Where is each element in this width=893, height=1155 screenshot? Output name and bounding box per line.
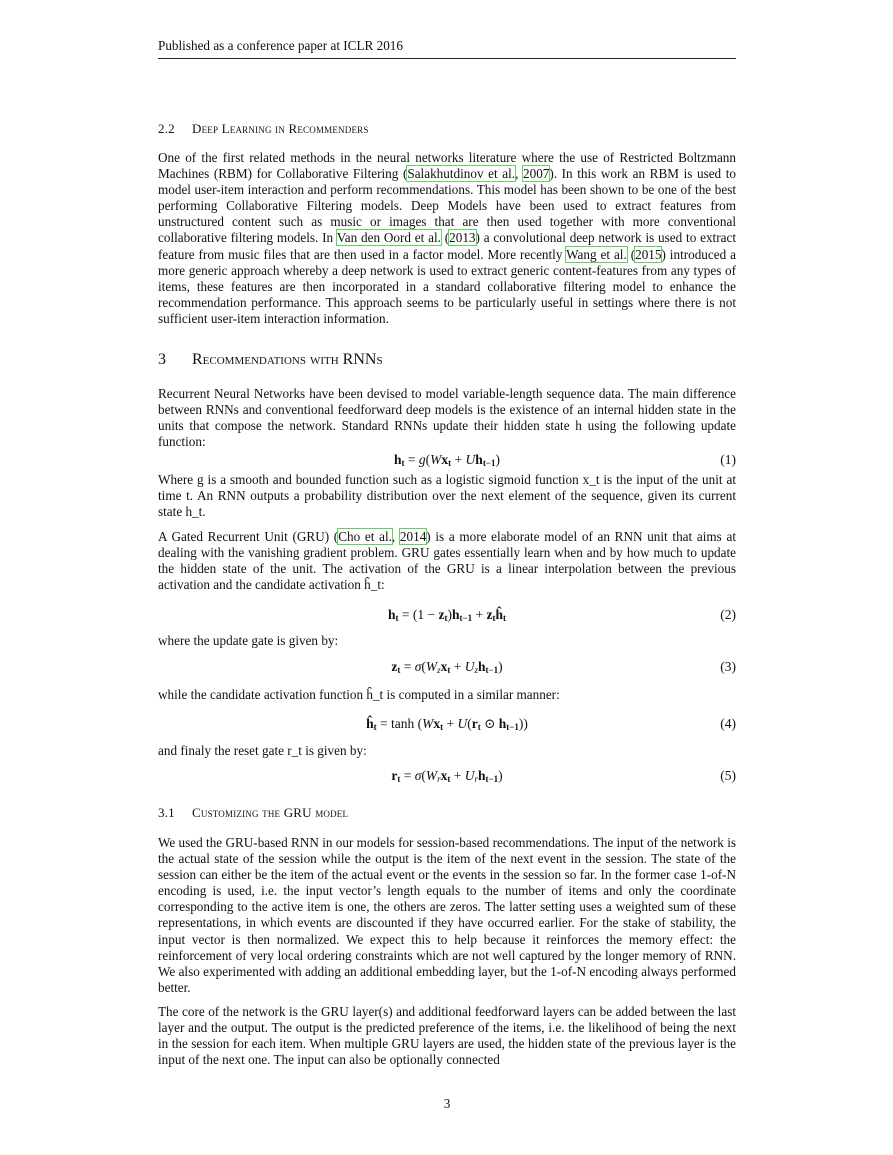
- page-number: 3: [443, 1096, 451, 1111]
- running-header: Published as a conference paper at ICLR 2016: [158, 38, 736, 59]
- section-title: Deep Learning in Recommenders: [192, 121, 369, 136]
- equation-body: $z_t = \sigma(W_zx_t + U_zh_{t-1})$: [391, 659, 503, 675]
- equation-body: $r_t = \sigma(W_rx_t + U_rh_{t-1})$: [391, 768, 503, 784]
- equation-4: [158, 716, 736, 734]
- equation-3: [158, 659, 736, 677]
- text-run: A Gated Recurrent Unit (GRU) (: [158, 529, 339, 544]
- equation-number: (5): [720, 768, 736, 783]
- rnn-intro-paragraph: Recurrent Neural Networks have been devised to model variable-length sequence data. The main difference between RNNs and conventional feedforward deep models is the existence of an internal hidden state in the units that compose the network. Standard RNNs update their hidden state h using the following update function:: [158, 386, 736, 450]
- section-number: 2.2: [158, 121, 175, 136]
- customizing-gru-paragraph-1: We used the GRU-based RNN in our models for session-based recommendations. The input of the network is the actual state of the session while the output is the item of the next event in the session. The state of the session can either be the item of the actual event or the events in the session so far. In the former case 1-of-N encoding is used, i.e. the input vector’s length equals to the number of items and only the coordinate corresponding to the active item is one, the others are zeros. The latter setting uses a weighted sum of these representations, in which events are discounted if they have occurred earlier. For the stake of stability, the input vector is then normalized. We expect this to help because it reinforces the memory effect: the reinforcement of very local ordering constraints which are not well captured by the longer memory of RNN. We also experimented with adding an additional embedding layer, but the 1-of-N encoding always performed better.: [158, 835, 736, 995]
- citation-link[interactable]: Van den Oord et al.: [336, 230, 441, 246]
- equation-number: (2): [720, 607, 736, 622]
- section-2-2-heading: [158, 121, 369, 137]
- text-run: introduced a more generic approach whereby a deep network is used to extract generic content-features from any types of items, these features are then incorporated in a standard collaborative filtering model to enhance the recommendation performance. This approach seems to be particularly useful in settings where there is not sufficient user-item interaction information.: [158, 246, 736, 326]
- customizing-gru-paragraph-2: The core of the network is the GRU layer(s) and additional feedforward layers can be added between the last layer and the output. The output is the predicted preference of the items, i.e. the likelihood of being the next in the session for each item. When multiple GRU layers are used, the hidden state of the previous layer is the input of the next one. The input can also be optionally connected: [158, 1004, 736, 1068]
- citation-link[interactable]: Cho et al.: [338, 529, 392, 544]
- citation-link[interactable]: Salakhutdinov et al.: [407, 166, 516, 182]
- equation-body: $h_t = g(Wx_t + Uh_{t-1})$: [394, 452, 500, 468]
- citation-year-link[interactable]: 2007: [523, 166, 550, 182]
- citation-year-link[interactable]: 2015: [635, 246, 662, 262]
- section-title: Customizing the GRU model: [192, 805, 349, 820]
- candidate-activation-lead: while the candidate activation function ĥ_t is computed in a similar manner:: [158, 687, 560, 702]
- gru-paragraph: A Gated Recurrent Unit (GRU) (Cho et al., 2014) is a more elaborate model of an RNN unit that aims at dealing with the vanishing gradient problem. GRU gates essentially learn when and by how much to update the hidden state of the unit. The activation of the GRU is a linear interpolation between the previous activation and the candidate activation ĥ_t:: [158, 529, 736, 593]
- section-title: Recommendations with RNNs: [192, 351, 383, 368]
- text-run: ). In this work an RBM is used to model user-item interaction and perform recommendations. This model has been shown to be one of the best performing Collaborative Filtering models. Deep Models have been used to extract features from unstructured content such as music or images that are then used together with more conventional collaborative filtering models. In: [158, 166, 737, 246]
- update-gate-lead: where the update gate is given by:: [158, 633, 339, 648]
- reset-gate-lead: and finaly the reset gate r_t is given by:: [158, 743, 367, 758]
- section-number: 3.1: [158, 805, 175, 820]
- section-3-heading: [158, 351, 383, 369]
- citation-link[interactable]: Wang et al.: [566, 246, 627, 262]
- equation-2: [158, 607, 736, 625]
- text-run: ) is a more elaborate model of an RNN unit that aims at dealing with the vanishing gradient problem. GRU gates essentially learn when and by how much to update the hidden state of the unit. The activation of the GRU is a linear interpolation between the previous activation and the candidate activation ĥ_t:: [158, 529, 736, 593]
- section-number: 3: [158, 351, 166, 368]
- citation-year-link[interactable]: 2014: [399, 529, 427, 544]
- equation-body: $ĥ_t = \tanh (Wx_t + U(r_t$ ⊙ $h_{t-1}$)): [366, 716, 528, 732]
- equation-number: (4): [720, 716, 736, 731]
- equation-5: [158, 768, 736, 786]
- rnn-explanation-paragraph: Where g is a smooth and bounded function such as a logistic sigmoid function x_t is the input of the unit at time t. An RNN outputs a probability distribution over the next element of the sequence, given its current state h_t.: [158, 472, 736, 520]
- section-3-1-heading: [158, 805, 348, 821]
- equation-number: (3): [720, 659, 736, 674]
- equation-body: $h_t = (1 - z_t)h_{t-1}$ + $z_tĥ_t$: [387, 607, 507, 623]
- text-run: One of the first related methods in the neural networks literature where the use of Restricted Boltzmann Machines (RBM) for Collaborative Filtering (: [158, 150, 736, 182]
- citation-year-link[interactable]: 2013: [449, 230, 476, 246]
- equation-1: [158, 452, 736, 470]
- text-run: a convolutional deep network is used to extract feature from music files that are then used in a factor model. More recently: [158, 230, 736, 262]
- equation-number: (1): [720, 452, 736, 467]
- related-work-paragraph: One of the first related methods in the neural networks literature where the use of Restricted Boltzmann Machines (RBM) for Collaborative Filtering (Salakhutdinov et al., 2007). In this work an RBM is used to model user-item interaction and perform recommendations. This model has been shown to be one of the best performing Collaborative Filtering models. Deep Models have been used to extract features from unstructured content such as music or images that are then used together with more conventional collaborative filtering models. In Van den Oord et al. (2013) a convolutional deep network is used to extract feature from music files that are then used in a factor model. More recently Wang et al. (2015) introduced a more generic approach whereby a deep network is used to extract generic content-features from any types of items, these features are then incorporated in a standard collaborative filtering model to enhance the recommendation performance. This approach seems to be particularly useful in settings where there is not sufficient user-item interaction information.: [158, 150, 737, 326]
